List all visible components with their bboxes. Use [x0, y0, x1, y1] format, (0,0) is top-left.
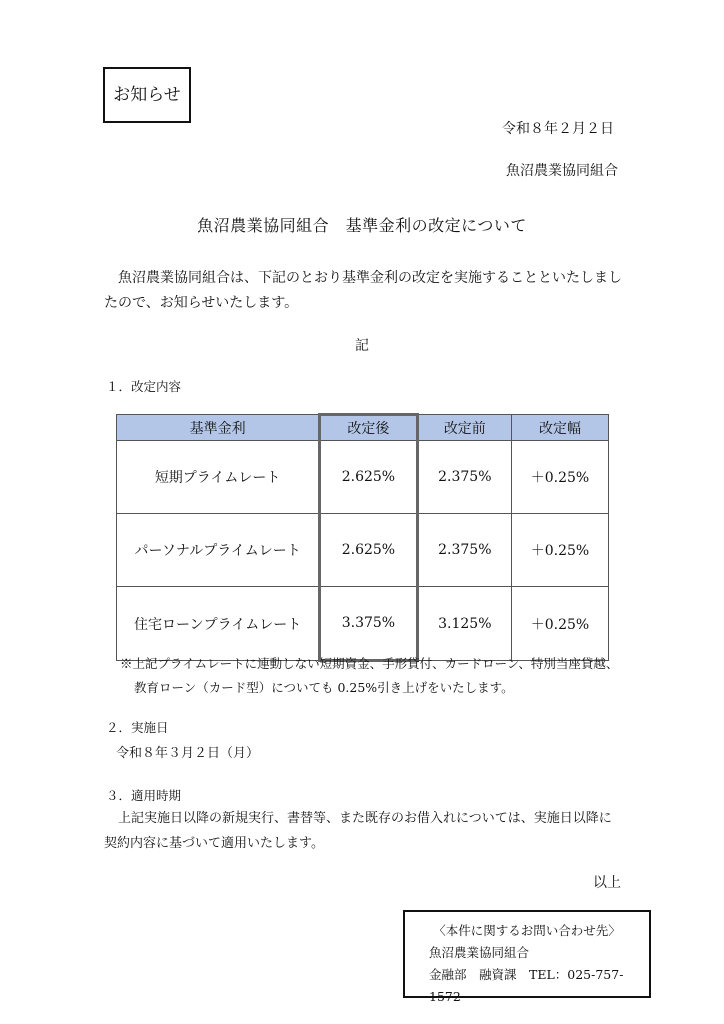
rate-type-cell: パーソナルプライムレート [117, 514, 320, 587]
rate-before-cell: 2.375% [417, 514, 511, 587]
rate-after-cell: 2.625% [320, 514, 417, 587]
intro-text: 魚沼農業協同組合は、下記のとおり基準金利の改定を実施することといたしましたので、お知らせいたします。 [104, 270, 622, 311]
application-line-1: 上記実施日以降の新規実行、書替等、また既存のお借入れについては、実施日以降に [118, 811, 612, 826]
table-footnote [120, 652, 620, 700]
notice-label-box [103, 67, 191, 123]
issue-date: 令和８年２月２日 [502, 121, 614, 137]
intro-paragraph [104, 266, 624, 316]
closing-mark: 以上 [593, 875, 621, 891]
application-line-2: 契約内容に基づいて適用いたします。 [104, 836, 324, 851]
rate-type-cell: 短期プライムレート [117, 441, 320, 514]
rate-change-cell: ＋0.25% [512, 587, 609, 661]
rate-table-header-row [117, 415, 609, 441]
col-header-rate-type: 基準金利 [117, 415, 320, 441]
ki-marker: 記 [355, 338, 369, 354]
rate-change-cell: ＋0.25% [512, 514, 609, 587]
col-header-change: 改定幅 [512, 415, 609, 441]
contact-org: 魚沼農業協同組合 [429, 945, 530, 960]
contact-heading: 〈本件に関するお問い合わせ先〉 [433, 923, 621, 938]
section1-heading: １．改定内容 [106, 379, 182, 394]
table-row [117, 514, 609, 587]
footnote-line-1: ※上記プライムレートに連動しない短期資金、手形貸付、カードローン、特別当座貸越、 [120, 656, 619, 671]
contact-dept-phone: 金融部 融資課 TEL：025-757-1572 [429, 967, 624, 1004]
col-header-after: 改定後 [320, 415, 417, 441]
effective-date: 令和８年３月２日（月） [116, 746, 260, 761]
rate-after-cell: 2.625% [320, 441, 417, 514]
contact-box [403, 910, 651, 1004]
rate-after-cell: 3.375% [320, 587, 417, 661]
issuer-name: 魚沼農業協同組合 [506, 163, 618, 179]
table-row [117, 441, 609, 514]
col-header-before: 改定前 [417, 415, 511, 441]
document-title: 魚沼農業協同組合 基準金利の改定について [197, 216, 527, 235]
footnote-line-2: 教育ローン（カード型）についても 0.25%引き上げをいたします。 [134, 680, 514, 695]
rate-table [116, 413, 609, 662]
rate-type-cell: 住宅ローンプライムレート [117, 587, 320, 661]
rate-before-cell: 2.375% [417, 441, 511, 514]
application-period-text [104, 806, 624, 856]
table-row [117, 587, 609, 661]
rate-before-cell: 3.125% [417, 587, 511, 661]
notice-label: お知らせ [113, 85, 181, 105]
section3-heading: ３．適用時期 [106, 788, 182, 803]
rate-change-cell: ＋0.25% [512, 441, 609, 514]
section2-heading: ２．実施日 [106, 720, 169, 735]
